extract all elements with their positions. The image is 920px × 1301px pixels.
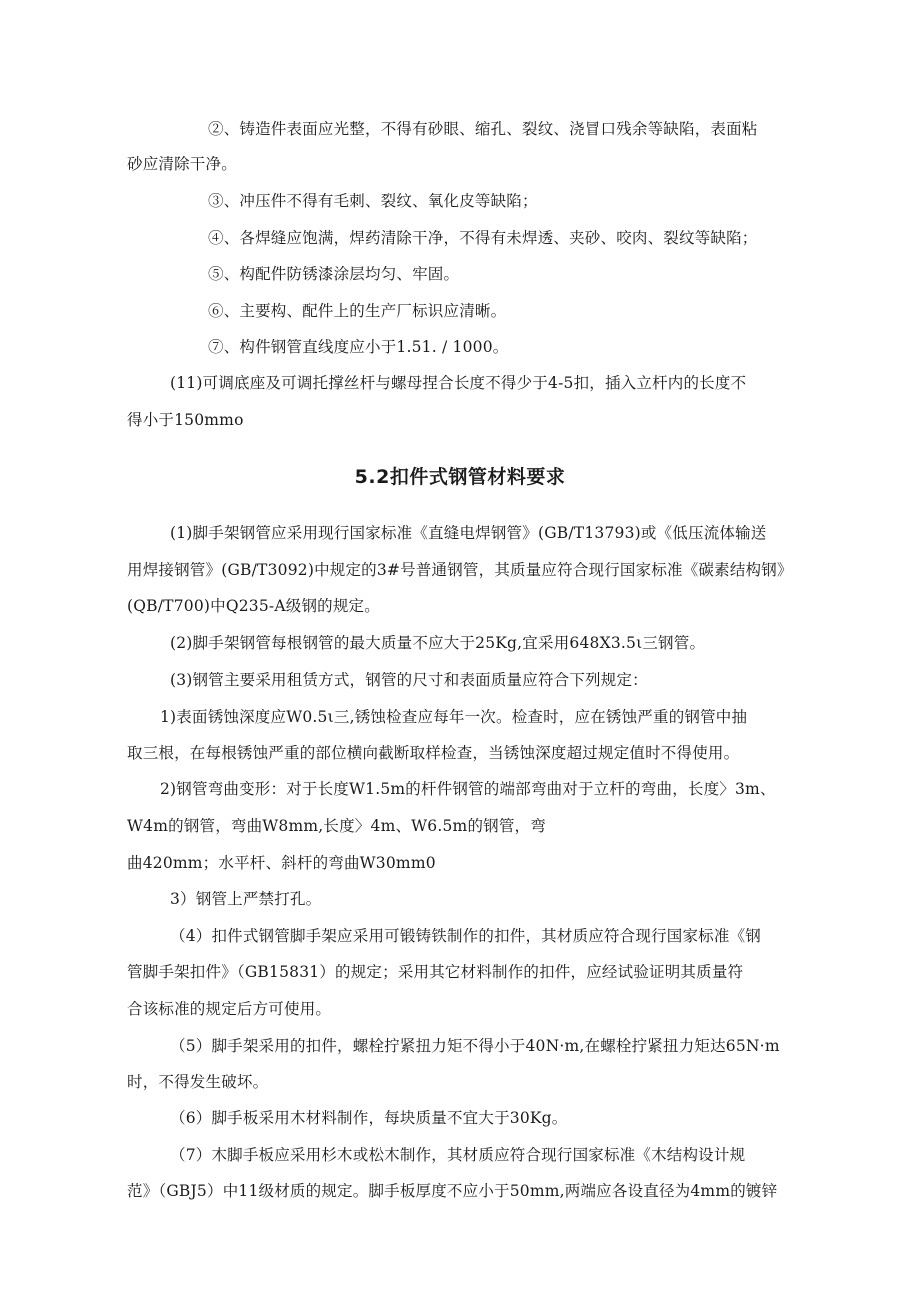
text-line: 取三根，在每根锈蚀严重的部位横向截断取样检查，当锈蚀深度超过规定值时不得使用。: [127, 744, 740, 762]
text-line: W4m的钢管，弯曲W8mm,长度〉4m、W6.5m的钢管，弯: [127, 817, 546, 835]
text-line: (1)脚手架钢管应采用现行国家标准《直缝电焊钢管》(GB/T13793)或《低压流体输送: [170, 524, 767, 542]
text-line: 曲420mm；水平杆、斜杆的弯曲W30mm0: [127, 854, 436, 872]
text-line: 用焊接钢管》(GB/T3092)中规定的3#号普通钢管，其质量应符合现行国家标准《碳素结构钢》: [127, 561, 793, 579]
section-title: 5.2扣件式钢管材料要求: [354, 466, 566, 488]
text-line: (2)脚手架钢管每根钢管的最大质量不应大于25Kg,宜采用648X3.5ι三钢管。: [170, 634, 706, 652]
text-line: (3)钢管主要采用租赁方式，钢管的尺寸和表面质量应符合下列规定：: [170, 671, 648, 689]
text-line: (11)可调底座及可调托撑丝杆与螺母捏合长度不得少于4-5扣，插入立杆内的长度不: [170, 374, 747, 392]
text-line: (QB/T700)中Q235-A级钢的规定。: [127, 597, 380, 615]
text-line: （7）木脚手板应采用杉木或松木制作，其材质应符合现行国家标准《木结构设计规: [170, 1146, 746, 1164]
text-line: 管脚手架扣件》（GB15831）的规定；采用其它材料制作的扣件，应经试验证明其质量符: [127, 963, 744, 981]
text-line: 时，不得发生破坏。: [127, 1073, 269, 1091]
text-line: ②、铸造件表面应光整，不得有砂眼、缩孔、裂纹、浇冒口残余等缺陷，表面粘: [208, 120, 758, 138]
text-line: 范》（GBJ5）中11级材质的规定。脚手板厚度不应小于50mm,两端应各设直径为4mm的镀锌: [127, 1182, 778, 1200]
text-line: 3）钢管上严禁打孔。: [170, 890, 322, 908]
text-line: ④、各焊缝应饱满，焊药清除干净，不得有未焊透、夹砂、咬肉、裂纹等缺陷；: [208, 229, 758, 247]
text-line: 2)钢管弯曲变形：对于长度W1.5m的杆件钢管的端部弯曲对于立杆的弯曲，长度〉3m、: [160, 780, 776, 798]
text-line: ③、冲压件不得有毛刺、裂纹、氧化皮等缺陷；: [208, 192, 538, 210]
text-line: （4）扣件式钢管脚手架应采用可锻铸铁制作的扣件，其材质应符合现行国家标准《钢: [170, 927, 761, 945]
text-line: ⑥、主要构、配件上的生产厂标识应清晰。: [208, 302, 507, 320]
text-line: （5）脚手架采用的扣件，螺栓拧紧扭力矩不得小于40N·m,在螺栓拧紧扭力矩达65N·m: [170, 1037, 780, 1055]
text-line: ⑦、构件钢管直线度应小于1.51. / 1000。: [208, 338, 509, 356]
text-line: （6）脚手板采用木材料制作，每块质量不宜大于30Kg。: [170, 1109, 568, 1127]
text-line: 得小于150mmo: [127, 411, 244, 429]
text-line: ⑤、构配件防锈漆涂层均匀、牢固。: [208, 265, 460, 283]
text-line: 砂应清除干净。: [127, 155, 237, 173]
text-line: 1)表面锈蚀深度应W0.5ι三,锈蚀检查应每年一次。检查时，应在锈蚀严重的钢管中抽: [160, 708, 748, 726]
text-line: 合该标准的规定后方可使用。: [127, 1000, 332, 1018]
